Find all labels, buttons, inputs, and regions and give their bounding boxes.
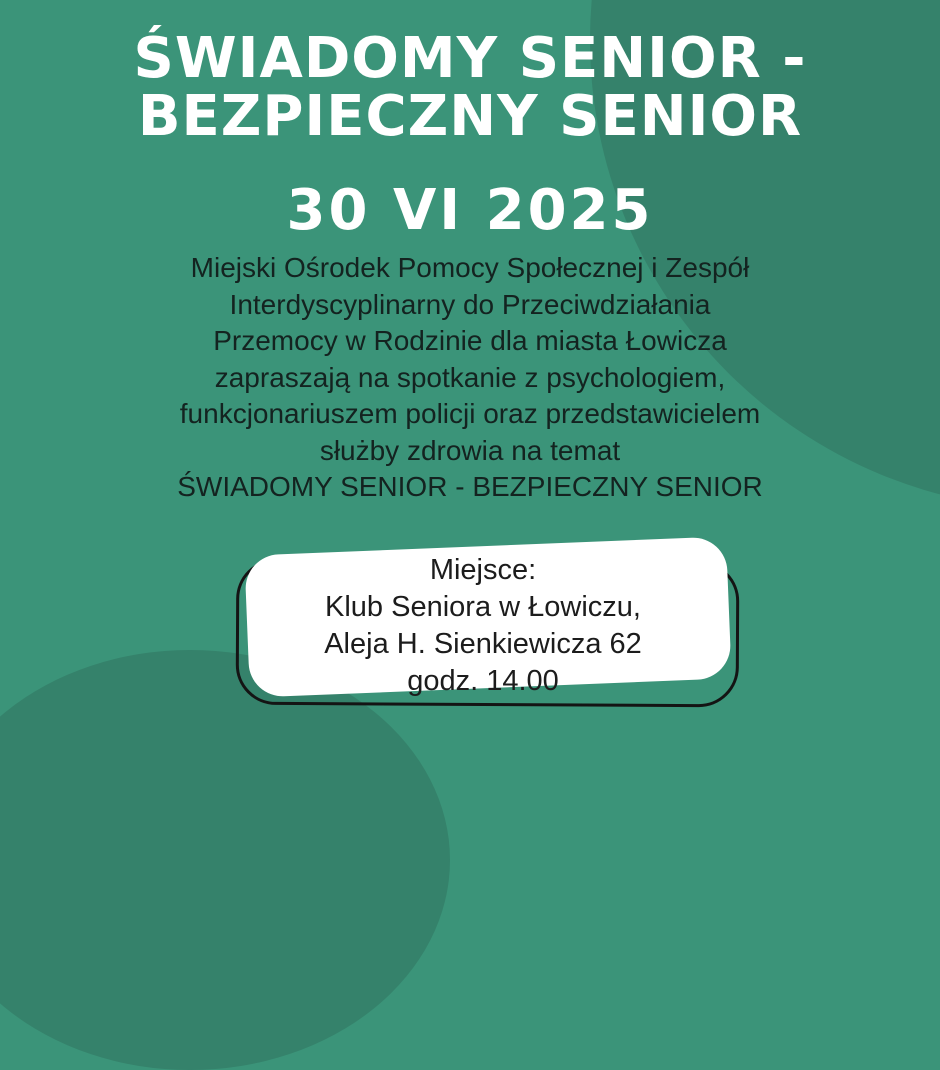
venue-label: Miejsce: [429,554,537,586]
body-line: Interdyscyplinarny do Przeciwdziałania [229,288,711,320]
venue-address-line: Aleja H. Sienkiewicza 62 [324,628,642,660]
body-line: zapraszają na spotkanie z psychologiem, [214,361,726,393]
venue-card [235,532,741,712]
body-line: funkcjonariuszem policji oraz przedstawicielem [179,398,761,429]
venue-time-line: godz. 14.00 [407,665,559,697]
body-line: ŚWIADOMY SENIOR - BEZPIECZNY SENIOR [177,471,763,502]
body-paragraph [70,250,870,506]
body-line: służby zdrowia na temat [319,434,621,466]
body-line: Miejski Ośrodek Pomocy Społecznej i Zespół [190,252,750,283]
venue-text [235,552,731,700]
title-line-1: ŚWIADOMY SENIOR - [133,26,807,91]
event-date: 30 VI 2025 [286,178,654,243]
poster-title [0,26,940,149]
body-line: Przemocy w Rodzinie dla miasta Łowicza [213,325,727,356]
venue-address-line: Klub Seniora w Łowiczu, [325,591,641,623]
title-line-2: BEZPIECZNY SENIOR [137,84,803,149]
